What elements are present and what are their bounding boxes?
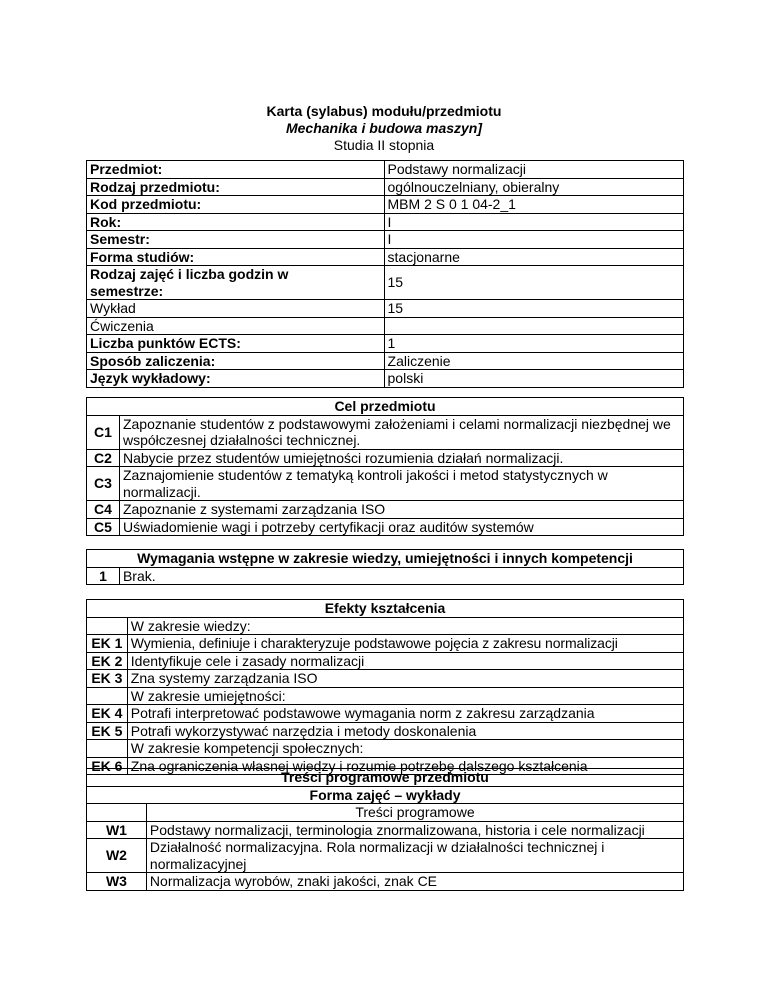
header-title: Karta (sylabus) modułu/przedmiotu [266, 103, 502, 119]
outcome-code: EK 4 [87, 705, 128, 723]
info-label: Ćwiczenia [87, 317, 385, 335]
outcome-text: W zakresie kompetencji społecznych: [127, 740, 683, 758]
prerequisites-table [86, 549, 684, 585]
outcome-row [87, 670, 684, 688]
info-label: Liczba punktów ECTS: [87, 335, 385, 353]
goal-text: Zapoznanie studentów z podstawowymi założeniami i celami normalizacji niezbędnej we współczesnej działalności technicznej. [119, 415, 683, 449]
info-label: Semestr: [87, 231, 385, 249]
info-label: Kod przedmiotu: [87, 196, 385, 214]
outcome-code: EK 5 [87, 722, 128, 740]
outcomes-title: Efekty kształcenia [87, 600, 684, 618]
info-value: 1 [384, 335, 683, 353]
content-row [87, 839, 684, 873]
info-row [87, 335, 684, 353]
prerequisites-title-row [87, 550, 684, 568]
content-header-blank [87, 804, 147, 822]
info-row [87, 178, 684, 196]
goal-text: Nabycie przez studentów umiejętności rozumienia działań normalizacji. [119, 449, 683, 467]
outcome-text: Wymienia, definiuje i charakteryzuje podstawowe pojęcia z zakresu normalizacji [127, 635, 683, 653]
prerequisite-code: 1 [87, 567, 120, 585]
header-program: Mechanika i budowa maszyn] [285, 120, 483, 136]
goal-row [87, 415, 684, 449]
info-label: Przedmiot: [87, 161, 385, 179]
info-row [87, 231, 684, 249]
outcome-text: W zakresie wiedzy: [127, 617, 683, 635]
goal-row [87, 518, 684, 536]
document-header [0, 103, 768, 154]
info-row [87, 352, 684, 370]
outcome-code [87, 617, 128, 635]
info-label: Rodzaj przedmiotu: [87, 178, 385, 196]
course-goals-table [86, 397, 684, 536]
content-subtitle-row [87, 786, 684, 804]
info-value: I [384, 213, 683, 231]
info-label: Język wykładowy: [87, 370, 385, 388]
content-text: Działalność normalizacyjna. Rola normalizacji w działalności technicznej i normalizacyjnej [146, 839, 683, 873]
info-row [87, 370, 684, 388]
info-value: stacjonarne [384, 248, 683, 266]
goal-code: C1 [87, 415, 120, 449]
info-row [87, 300, 684, 318]
outcome-row [87, 687, 684, 705]
info-label: Forma studiów: [87, 248, 385, 266]
outcome-code: EK 6 [87, 757, 128, 775]
goal-row [87, 449, 684, 467]
course-info-body [87, 161, 684, 388]
content-text: Normalizacja wyrobów, znaki jakości, znak CE [146, 873, 683, 891]
content-code: W2 [87, 839, 147, 873]
header-level: Studia II stopnia [333, 137, 435, 153]
outcome-code [87, 687, 128, 705]
goals-title-row [87, 398, 684, 416]
info-value: Podstawy normalizacji [384, 161, 683, 179]
outcome-code [87, 740, 128, 758]
prerequisites-title: Wymagania wstępne w zakresie wiedzy, umiejętności i innych kompetencji [87, 550, 684, 568]
info-row [87, 161, 684, 179]
goal-code: C5 [87, 518, 120, 536]
outcome-row [87, 617, 684, 635]
info-value: MBM 2 S 0 1 04-2_1 [384, 196, 683, 214]
goal-code: C3 [87, 467, 120, 501]
outcome-text: Identyfikuje cele i zasady normalizacji [127, 652, 683, 670]
info-label: Rok: [87, 213, 385, 231]
content-title-row [87, 769, 684, 787]
goal-code: C2 [87, 449, 120, 467]
outcome-row [87, 635, 684, 653]
outcome-code: EK 3 [87, 670, 128, 688]
outcome-text: Zna ograniczenia własnej wiedzy i rozumie potrzebę dalszego kształcenia [127, 757, 683, 775]
learning-outcomes-table [86, 599, 684, 775]
goal-text: Zapoznanie z systemami zarządzania ISO [119, 501, 683, 519]
prerequisite-text: Brak. [119, 567, 683, 585]
info-row [87, 266, 684, 300]
content-code: W3 [87, 873, 147, 891]
outcome-text: W zakresie umiejętności: [127, 687, 683, 705]
content-header-row [87, 804, 684, 822]
course-content-table [86, 768, 684, 891]
info-value [384, 317, 683, 335]
outcome-text: Zna systemy zarządzania ISO [127, 670, 683, 688]
outcome-code: EK 1 [87, 635, 128, 653]
info-row [87, 248, 684, 266]
info-value: I [384, 231, 683, 249]
content-row [87, 873, 684, 891]
content-text: Podstawy normalizacji, terminologia znormalizowana, historia i cele normalizacji [146, 821, 683, 839]
info-row [87, 213, 684, 231]
outcome-text: Potrafi wykorzystywać narzędzia i metody doskonalenia [127, 722, 683, 740]
info-value: ogólnouczelniany, obieralny [384, 178, 683, 196]
info-value: 15 [384, 300, 683, 318]
outcomes-title-row [87, 600, 684, 618]
content-column-header: Treści programowe [146, 804, 683, 822]
prerequisite-row [87, 567, 684, 585]
info-row [87, 317, 684, 335]
outcome-code: EK 2 [87, 652, 128, 670]
goal-text: Zaznajomienie studentów z tematyką kontroli jakości i metod statystycznych w normalizacji. [119, 467, 683, 501]
outcome-text: Potrafi interpretować podstawowe wymagania norm z zakresu zarządzania [127, 705, 683, 723]
content-subtitle: Forma zajęć – wykłady [87, 786, 684, 804]
goals-title: Cel przedmiotu [87, 398, 684, 416]
content-title: Treści programowe przedmiotu [87, 769, 684, 787]
info-label: Sposób zaliczenia: [87, 352, 385, 370]
content-code: W1 [87, 821, 147, 839]
outcome-row [87, 722, 684, 740]
course-info-table [86, 160, 684, 388]
goal-code: C4 [87, 501, 120, 519]
goal-row [87, 467, 684, 501]
content-row [87, 821, 684, 839]
info-value: Zaliczenie [384, 352, 683, 370]
goal-row [87, 501, 684, 519]
outcome-row [87, 705, 684, 723]
info-value: polski [384, 370, 683, 388]
outcome-row [87, 652, 684, 670]
info-row [87, 196, 684, 214]
info-value: 15 [384, 266, 683, 300]
goal-text: Uświadomienie wagi i potrzeby certyfikacji oraz auditów systemów [119, 518, 683, 536]
info-label: Rodzaj zajęć i liczba godzin w semestrze: [87, 266, 385, 300]
info-label: Wykład [87, 300, 385, 318]
outcome-row [87, 740, 684, 758]
